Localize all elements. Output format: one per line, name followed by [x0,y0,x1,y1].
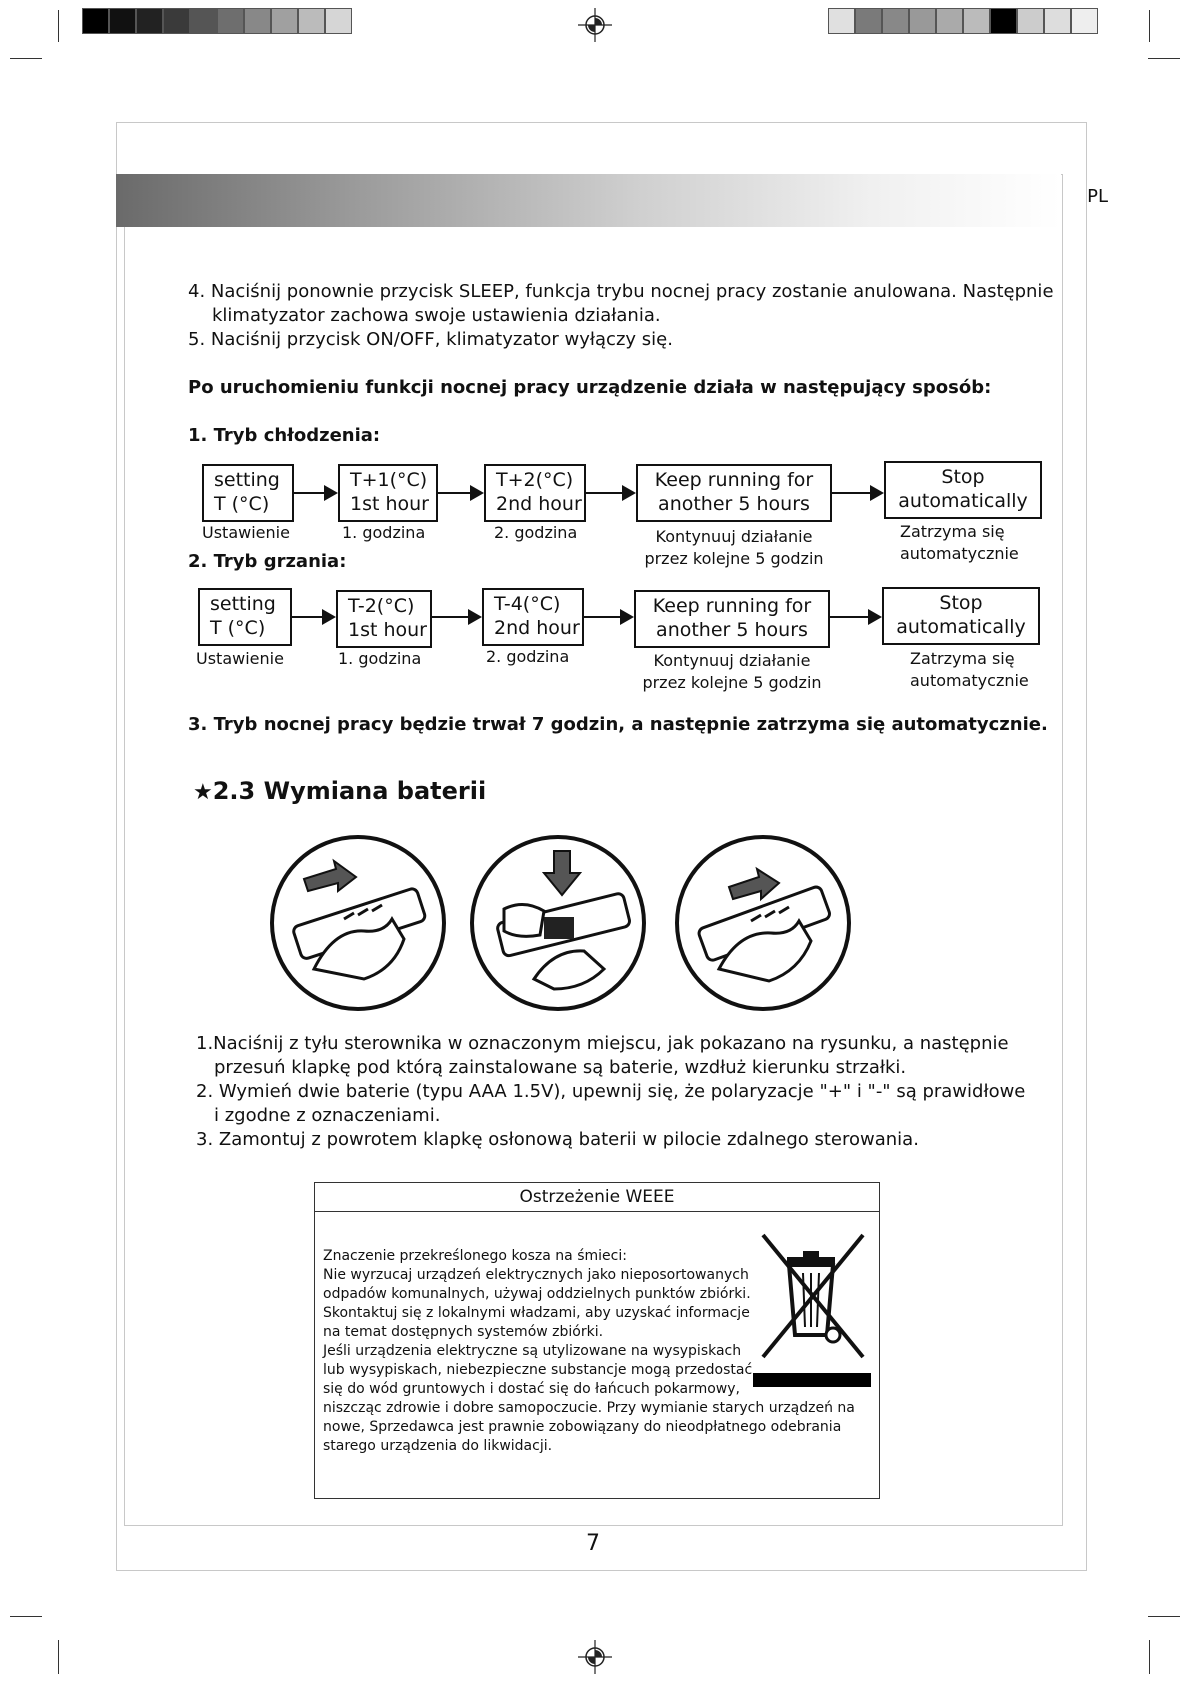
operation-heading: Po uruchomieniu funkcji nocnej pracy urządzenie działa w następujący sposób: [188,377,992,398]
heating-step-1st-hour: T-2(°C) 1st hour [336,590,432,648]
battery-line-2: przesuń klapkę pod którą zainstalowane są baterie, wzdłuż kierunku strzałki. [214,1057,907,1078]
heating-step-setting: setting T (°C) [198,588,292,646]
battery-line-1: 1.Naciśnij z tyłu sterownika w oznaczonym miejscu, jak pokazano na rysunku, a następnie [196,1033,1009,1054]
battery-step-3-illustration [675,835,851,1011]
cooling-title: 1. Tryb chłodzenia: [188,425,381,446]
cooling-step-stop: Stop automatically [884,461,1042,519]
cooling-caption-setting: Ustawienie [202,523,290,542]
battery-title [193,776,486,808]
arrow-icon [586,492,634,494]
heating-caption-setting: Ustawienie [196,649,284,668]
battery-line-5: 3. Zamontuj z powrotem klapkę osłonową baterii w pilocie zdalnego sterowania. [196,1129,919,1150]
cooling-caption-keep-running: Kontynuuj działanie przez kolejne 5 godzin [644,527,824,568]
battery-title-text: 2.3 Wymiana baterii [212,777,487,805]
intro-line-1: 4. Naciśnij ponownie przycisk SLEEP, funkcja trybu nocnej pracy zostanie anulowana. Następnie [188,281,1054,302]
intro-line-3: 5. Naciśnij przycisk ON/OFF, klimatyzator wyłączy się. [188,329,673,350]
arrow-icon [294,492,336,494]
heating-caption-stop: Zatrzyma się automatycznie [910,649,1029,690]
arrow-icon [832,492,882,494]
night-mode-note: 3. Tryb nocnej pracy będzie trwał 7 godzin, a następnie zatrzyma się automatycznie. [188,714,1048,735]
weee-text: Znaczenie przekreślonego kosza na śmieci: Nie wyrzucaj urządzeń elektrycznych jako nieposortowanych odpadów komunalnych, używaj oddzielnych punktów zbiórki. Skontaktuj się z lokalnymi władzami, aby uzyskać informacje na temat dostępnych systemów zbiórki. Jeśli urządzenia elektryczne są utylizowane na wysypiskach lub wysypiskach, niebezpieczne substancje mogą przedostać się do wód gruntowych i dostać się do łańcuch pokarmowy, niszcząc zdrowie i dobre samopoczucie. Przy wymianie starych urządzeń na nowe, Sprzedawca jest prawnie zobowiązany do nieodpłatnego odebrania starego urządzenia do likwidacji. [323,1248,855,1454]
heating-caption-keep-running: Kontynuuj działanie przez kolejne 5 godzin [642,651,822,692]
cooling-step-1st-hour: T+1(°C) 1st hour [338,464,438,522]
heating-step-keep-running: Keep running for another 5 hours [634,590,830,648]
weee-title: Ostrzeżenie WEEE [315,1183,879,1212]
calibration-bar-left [82,8,352,34]
battery-line-3: 2. Wymień dwie baterie (typu AAA 1.5V), upewnij się, że polaryzacje "+" i "-" są prawidłowe [196,1081,1026,1102]
calibration-bar-right [828,8,1098,34]
registration-target-icon [578,1640,612,1674]
arrow-icon [438,492,482,494]
cooling-step-keep-running: Keep running for another 5 hours [636,464,832,522]
arrow-icon [432,616,480,618]
cooling-caption-stop: Zatrzyma się automatycznie [900,522,1019,563]
cooling-caption-2nd-hour: 2. godzina [494,523,578,542]
page-number: 7 [586,1531,600,1556]
intro-line-2: klimatyzator zachowa swoje ustawienia działania. [212,305,661,326]
battery-step-2-illustration [470,835,646,1011]
heating-caption-2nd-hour: 2. godzina [486,647,570,666]
header-bar [116,174,1061,227]
heating-step-stop: Stop automatically [882,587,1040,645]
cooling-caption-1st-hour: 1. godzina [342,523,426,542]
cooling-step-setting: setting T (°C) [202,464,294,522]
crossed-bin-icon [753,1231,873,1391]
arrow-icon [292,616,334,618]
weee-warning-box [314,1182,880,1499]
language-code: PL [1087,186,1108,207]
heating-step-2nd-hour: T-4(°C) 2nd hour [482,588,584,646]
star-icon: ★ [193,780,213,805]
battery-line-4: i zgodne z oznaczeniami. [214,1105,441,1126]
arrow-icon [830,616,880,618]
heating-title: 2. Tryb grzania: [188,551,347,572]
cooling-step-2nd-hour: T+2(°C) 2nd hour [484,464,586,522]
heating-caption-1st-hour: 1. godzina [338,649,422,668]
registration-target-icon [578,8,612,42]
battery-step-1-illustration [270,835,446,1011]
arrow-icon [584,616,632,618]
